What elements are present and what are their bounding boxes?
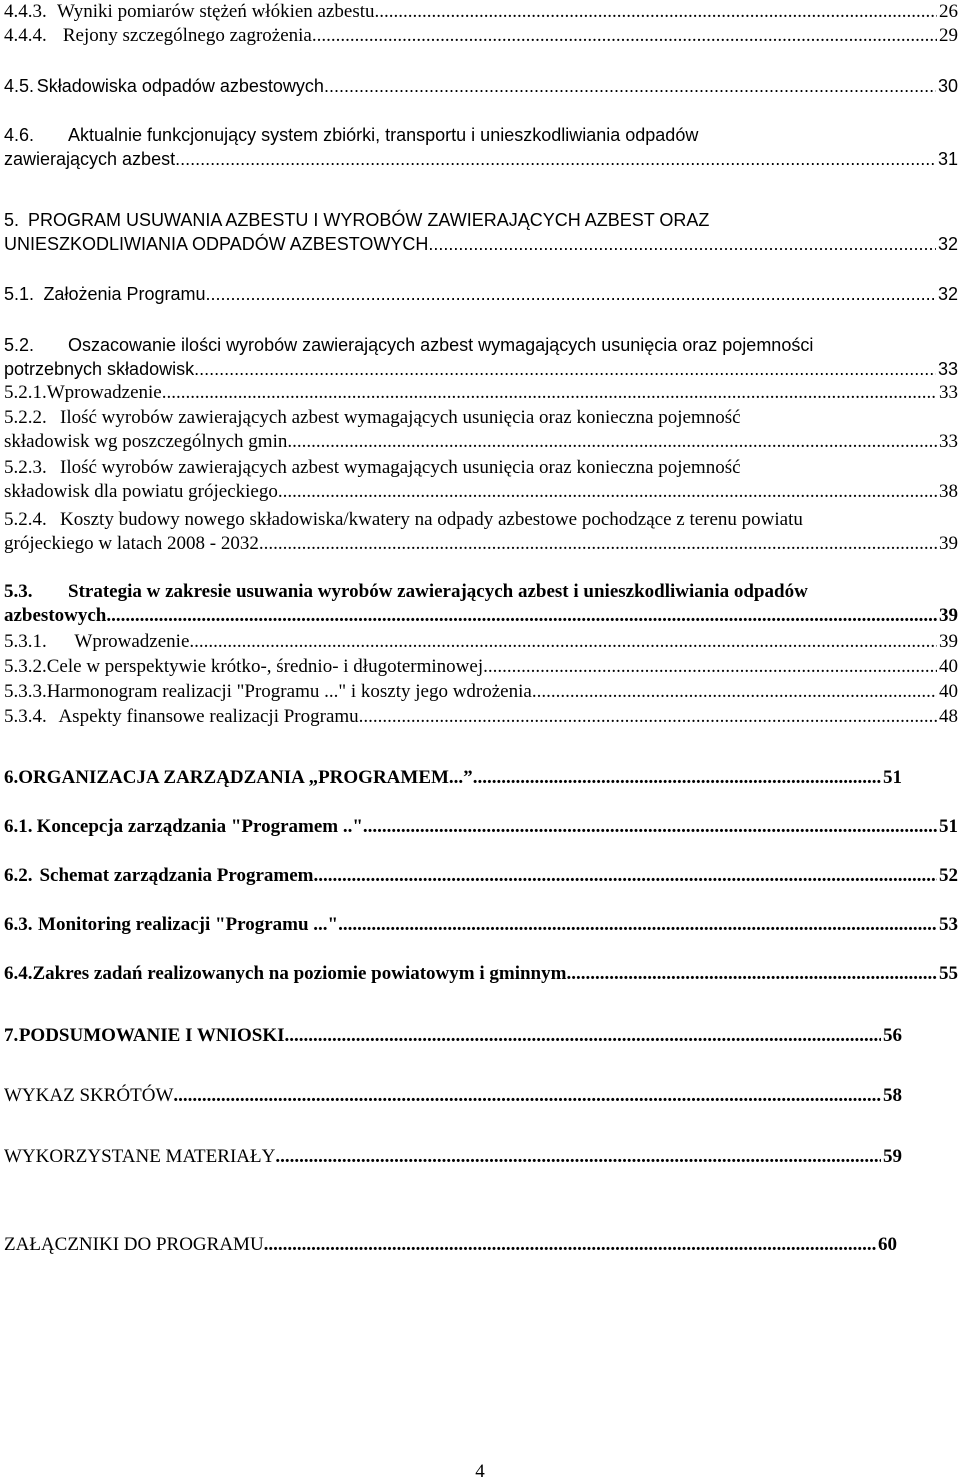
toc-entry-4-6[interactable]: [4, 123, 958, 171]
page-number: 4: [475, 1461, 485, 1482]
leader-dots: [264, 1233, 876, 1257]
leader-dots: [259, 532, 937, 556]
toc-page-number: 51: [883, 767, 902, 788]
toc-page-number: 30: [937, 76, 958, 96]
toc-number: 6.2.: [4, 865, 33, 886]
leader-dots: [275, 1145, 881, 1169]
toc-page-number: 31: [937, 149, 958, 169]
toc-number: 5.2.: [4, 335, 35, 355]
toc-number: 5.3.: [4, 581, 33, 602]
toc-title: ZAŁĄCZNIKI DO PROGRAMU: [4, 1234, 264, 1255]
toc-page-number: 39: [939, 605, 958, 626]
toc-page-number: 55: [939, 963, 958, 984]
toc-entry-5-3-4[interactable]: [4, 705, 958, 729]
toc-title: Harmonogram realizacji "Programu ..." i koszty jego wdrożenia: [46, 681, 532, 702]
toc-page-number: 33: [939, 382, 958, 403]
toc-entry-6[interactable]: [4, 766, 902, 790]
toc-page-number: 26: [939, 1, 958, 22]
toc-number: 5.2.4.: [4, 509, 47, 530]
toc-entry-4-5[interactable]: [4, 74, 958, 98]
toc-entry-4-4-3[interactable]: [4, 0, 958, 24]
toc-number: 6.3.: [4, 914, 33, 935]
toc-page-number: 56: [883, 1025, 902, 1046]
toc-number: 5.: [4, 210, 20, 230]
toc-entry-5-1[interactable]: [4, 282, 958, 306]
leader-dots: [338, 913, 937, 937]
leader-dots: [206, 282, 936, 306]
leader-dots: [287, 430, 937, 454]
toc-number: 4.6.: [4, 125, 35, 145]
toc-title-line-1: Strategia w zakresie usuwania wyrobów zawierających azbest i unieszkodliwiania odpadów: [68, 581, 808, 602]
toc-page-number: 60: [878, 1234, 897, 1255]
toc-entry-5-2-2[interactable]: [4, 406, 958, 454]
toc-number: 4.4.4.: [4, 25, 47, 46]
toc-page-number: 33: [937, 359, 958, 379]
toc-title-line-2: składowisk dla powiatu grójeckiego: [4, 481, 278, 502]
toc-title-line-2: składowisk wg poszczególnych gmin: [4, 431, 288, 452]
leader-dots: [375, 0, 937, 24]
toc-title-line-1: Koszty budowy nowego składowiska/kwatery na odpady azbestowe pochodzące z terenu powiatu: [60, 509, 803, 530]
toc-page-number: 51: [939, 816, 958, 837]
toc-entry-6-3[interactable]: [4, 913, 958, 937]
toc-title-line-1: Aktualnie funkcjonujący system zbiórki, transportu i unieszkodliwiania odpadów: [68, 125, 699, 145]
leader-dots: [329, 74, 936, 98]
toc-number: 5.2.1.: [4, 382, 47, 403]
toc-title: Cele w perspektywie krótko-, średnio- i długoterminowej: [46, 656, 484, 677]
toc-page-number: 39: [939, 631, 958, 652]
toc-page-number: 53: [939, 914, 958, 935]
leader-dots: [363, 815, 937, 839]
toc-title: Schemat zarządzania Programem: [39, 865, 314, 886]
toc-entry-6-2[interactable]: [4, 864, 958, 888]
toc-title: WYKORZYSTANE MATERIAŁY: [4, 1146, 276, 1167]
toc-entry-5-3-1[interactable]: [4, 630, 958, 654]
toc-number: 6.1.: [4, 816, 33, 837]
toc-title: Składowiska odpadów azbestowych.: [36, 76, 329, 96]
toc-title-line-1: Ilość wyrobów zawierających azbest wymagających usunięcia oraz konieczna pojemność: [60, 457, 741, 478]
toc-title: Rejony szczególnego zagrożenia: [62, 25, 312, 46]
leader-dots: [173, 1084, 881, 1108]
leader-dots: [483, 655, 937, 679]
toc-entry-6-4[interactable]: [4, 962, 958, 986]
toc-title-line-2: grójeckiego w latach 2008 - 2032: [4, 533, 259, 554]
toc-entry-5-2-1[interactable]: [4, 381, 958, 405]
leader-dots: [189, 630, 937, 654]
toc-page-number: 40: [939, 681, 958, 702]
leader-dots: [285, 1024, 881, 1048]
toc-page-number: 32: [937, 284, 958, 304]
toc-entry-wykorzystane-materialy[interactable]: [4, 1145, 902, 1169]
leader-dots: [428, 232, 936, 256]
toc-number: 5.1.: [4, 284, 35, 304]
toc-number: 6.: [4, 767, 19, 788]
toc-entry-6-1[interactable]: [4, 815, 958, 839]
leader-dots: [162, 381, 937, 405]
toc-title: WYKAZ SKRÓTÓW: [4, 1085, 174, 1106]
toc-title-line-1: Ilość wyrobów zawierających azbest wymagających usunięcia oraz konieczna pojemność: [60, 407, 741, 428]
toc-title: Aspekty finansowe realizacji Programu: [58, 706, 359, 727]
toc-page-number: 58: [883, 1085, 902, 1106]
toc-title: PODSUMOWANIE I WNIOSKI: [18, 1025, 285, 1046]
leader-dots: [313, 864, 937, 888]
toc-title-line-1: PROGRAM USUWANIA AZBESTU I WYROBÓW ZAWIERAJĄCYCH AZBEST ORAZ: [28, 210, 710, 230]
toc-title: Wprowadzenie: [46, 382, 162, 403]
toc-title: Założenia Programu: [43, 284, 206, 304]
toc-entry-5-2-3[interactable]: [4, 456, 958, 504]
leader-dots: [194, 357, 936, 381]
leader-dots: [566, 962, 937, 986]
toc-number: 5.3.3.: [4, 681, 47, 702]
toc-page-number: 40: [939, 656, 958, 677]
toc-title: Monitoring realizacji "Programu ...": [38, 914, 339, 935]
toc-title: Wprowadzenie: [74, 631, 190, 652]
toc-number: 5.2.2.: [4, 407, 47, 428]
leader-dots: [106, 604, 937, 628]
toc-number: 4.4.3.: [4, 1, 47, 22]
toc-number: 5.3.1.: [4, 631, 47, 652]
toc-title-line-2: potrzebnych składowisk: [4, 359, 195, 379]
toc-page-number: 29: [939, 25, 958, 46]
toc-entry-5-2-4[interactable]: [4, 508, 958, 556]
toc-page-number: 33: [939, 431, 958, 452]
toc-title-line-2: azbestowych: [4, 605, 107, 626]
toc-entry-5[interactable]: [4, 208, 958, 256]
toc-entry-5-3[interactable]: [4, 580, 958, 628]
toc-page-number: 39: [939, 533, 958, 554]
toc-number: 4.5.: [4, 76, 35, 96]
toc-title-line-2: UNIESZKODLIWIANIA ODPADÓW AZBESTOWYCH: [4, 234, 429, 254]
leader-dots: [278, 480, 937, 504]
toc-page-number: 38: [939, 481, 958, 502]
toc-entry-5-3-3[interactable]: [4, 680, 958, 704]
toc-title: Zakres zadań realizowanych na poziomie powiatowym i gminnym: [32, 963, 567, 984]
toc-number: 7.: [4, 1025, 19, 1046]
toc-entry-4-4-4[interactable]: [4, 24, 958, 48]
toc-title: Wyniki pomiarów stężeń włókien azbestu: [56, 1, 375, 22]
toc-entry-wykaz-skrotow[interactable]: [4, 1084, 902, 1108]
toc-number: 5.3.4.: [4, 706, 47, 727]
toc-title-line-1: Oszacowanie ilości wyrobów zawierających azbest wymagających usunięcia oraz pojemności: [68, 335, 814, 355]
toc-number: 6.4.: [4, 963, 33, 984]
toc-number: 5.2.3.: [4, 457, 47, 478]
toc-number: 5.3.2.: [4, 656, 47, 677]
toc-entry-5-2[interactable]: [4, 333, 958, 381]
leader-dots: [312, 24, 937, 48]
leader-dots: [180, 147, 936, 171]
leader-dots: [359, 705, 937, 729]
toc-entry-zalaczniki[interactable]: [4, 1233, 897, 1257]
toc-page-number: 52: [939, 865, 958, 886]
toc-page-number: 59: [883, 1146, 902, 1167]
toc-entry-5-3-2[interactable]: [4, 655, 958, 679]
leader-dots: [473, 766, 881, 790]
toc-title-line-2: zawierających azbest.: [4, 149, 181, 169]
toc-title: Koncepcja zarządzania "Programem ..": [36, 816, 363, 837]
toc-entry-7[interactable]: [4, 1024, 902, 1048]
toc-title: ORGANIZACJA ZARZĄDZANIA „PROGRAMEM...”: [18, 767, 473, 788]
leader-dots: [532, 680, 937, 704]
toc-page-number: 48: [939, 706, 958, 727]
toc-page-number: 32: [937, 234, 958, 254]
